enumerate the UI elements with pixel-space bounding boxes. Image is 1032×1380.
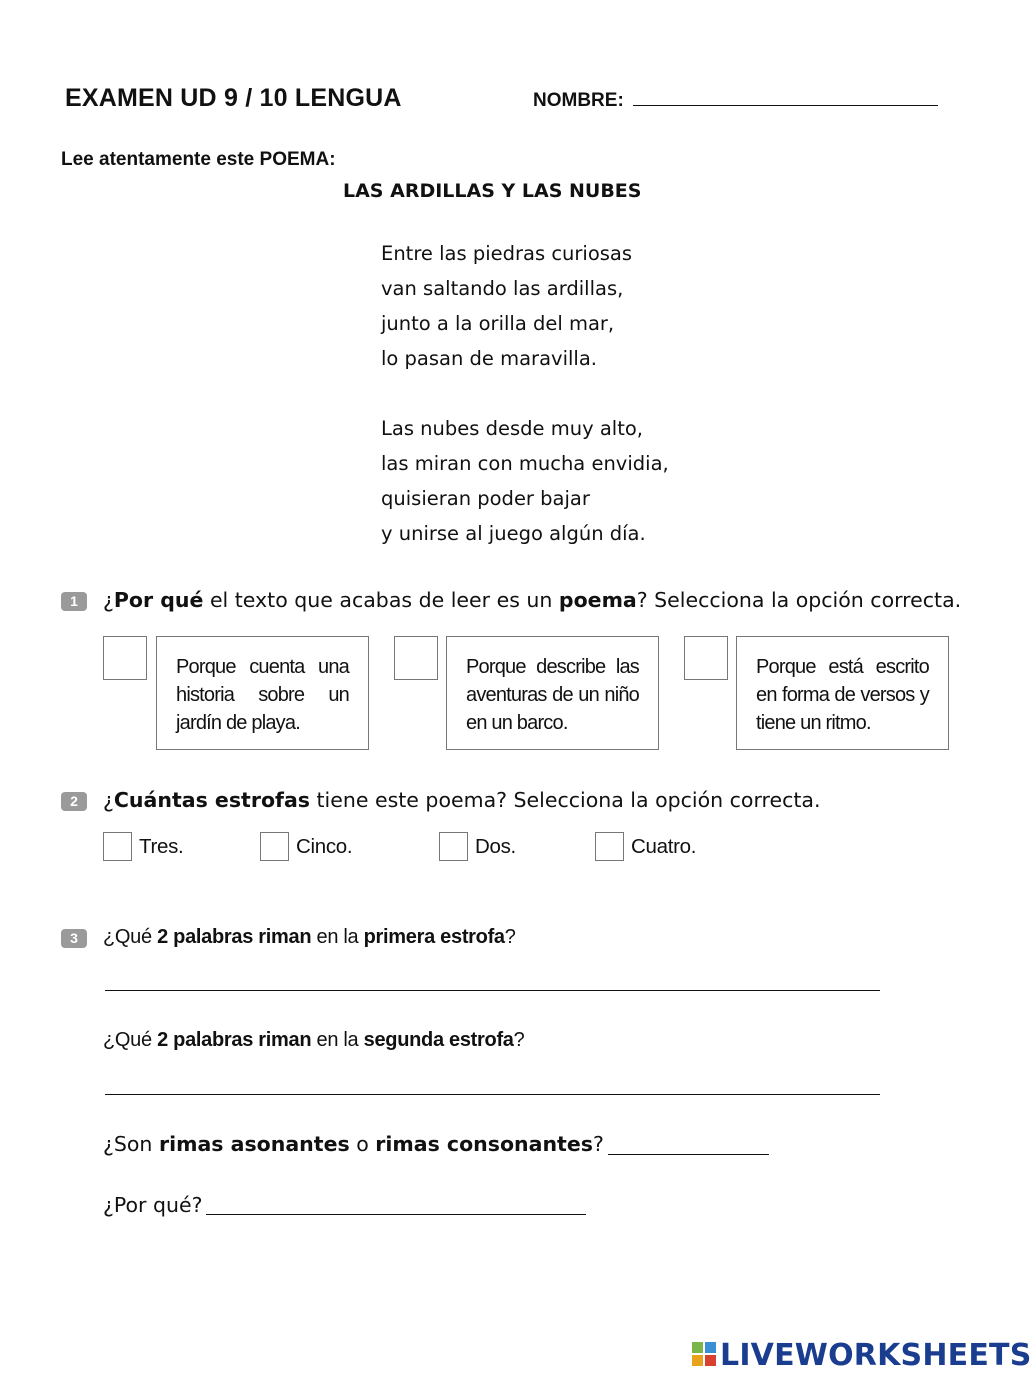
q2-text-part: ¿ [103,788,114,812]
q2-bold-part: Cuántas estrofas [113,788,310,812]
question-3a-text [103,926,516,949]
poem-title: LAS ARDILLAS Y LAS NUBES [343,180,642,202]
question-3d-text: ¿Por qué? [103,1193,203,1217]
instruction-text: Lee atentamente este POEMA: [61,149,336,170]
poem-verse: quisieran poder bajar [381,487,590,510]
question-1-text [103,588,961,612]
question-3c-text [103,1132,604,1156]
q3d-answer-line[interactable] [206,1214,586,1215]
poem-verse: lo pasan de maravilla. [381,347,597,370]
q1-option-1-text: Porque cuenta una historia sobre un jardín de playa. [156,636,369,750]
q1-bold-part: Por qué [113,588,204,612]
q3a-text-part: ¿Qué [103,926,158,948]
q1-option-2-checkbox[interactable] [394,636,438,680]
q3b-text-part: ¿Qué [103,1029,158,1051]
question-3b-text [103,1029,524,1052]
q3a-bold-part: primera estrofa [363,926,505,948]
q2-option-dos-label: Dos. [475,835,516,858]
q1-text-part: el texto que acabas de leer es un [203,588,559,612]
q3b-bold-part: segunda estrofa [363,1029,514,1051]
q2-option-tres-label: Tres. [139,835,184,858]
name-field-row [533,90,938,112]
q3c-text-part: ¿Son [103,1132,159,1156]
poem-verse: Entre las piedras curiosas [381,242,633,265]
poem-verse: junto a la orilla del mar, [381,312,615,335]
q2-option-cinco-label: Cinco. [296,835,353,858]
poem-verse: van saltando las ardillas, [381,277,624,300]
q1-option-3-text: Porque está escrito en forma de versos y tiene un ritmo. [736,636,949,750]
q3c-answer-line[interactable] [608,1154,769,1155]
poem-verse: y unirse al juego algún día. [381,522,646,545]
q3b-answer-line[interactable] [105,1094,880,1095]
q3c-bold-part: rimas consonantes [375,1132,593,1156]
question-2-text [103,788,821,812]
q3a-answer-line[interactable] [105,990,880,991]
exam-title: EXAMEN UD 9 / 10 LENGUA [65,84,402,112]
question-1-badge: 1 [61,592,87,611]
liveworksheets-logo-text: LIVEWORKSHEETS [720,1338,1032,1373]
q2-option-cuatro-checkbox[interactable] [595,832,624,861]
q3c-bold-part: rimas asonantes [158,1132,350,1156]
q1-option-2-text: Porque describe las aventuras de un niño en un barco. [446,636,659,750]
q2-text-part: tiene este poema? Selecciona la opción correcta. [309,788,821,812]
q3a-text-part: ? [504,926,516,948]
poem-verse: las miran con mucha envidia, [381,452,669,475]
q3c-text-part: o [349,1132,376,1156]
q1-bold-part: poema [558,588,637,612]
q2-option-dos-checkbox[interactable] [439,832,468,861]
q3b-text-part: ? [513,1029,525,1051]
q3b-text-part: en la [311,1029,364,1051]
poem-verse: Las nubes desde muy alto, [381,417,643,440]
poem-stanza-2 [381,411,669,551]
poem-stanza-1 [381,236,669,376]
q1-text-part: ? Selecciona la opción correcta. [636,588,962,612]
question-3-badge: 3 [61,929,87,948]
q3a-bold-part: 2 palabras riman [157,926,312,948]
q2-option-cinco-checkbox[interactable] [260,832,289,861]
q3a-text-part: en la [311,926,364,948]
q2-option-tres-checkbox[interactable] [103,832,132,861]
name-input-line[interactable] [633,105,938,106]
poem-body [381,236,669,586]
q1-option-1-checkbox[interactable] [103,636,147,680]
q1-option-3-checkbox[interactable] [684,636,728,680]
liveworksheets-logo-icon [692,1342,716,1366]
q2-option-cuatro-label: Cuatro. [631,835,697,858]
name-label: NOMBRE: [533,90,624,111]
q3c-text-part: ? [592,1132,604,1156]
q3b-bold-part: 2 palabras riman [157,1029,312,1051]
question-2-badge: 2 [61,792,87,811]
q1-text-part: ¿ [103,588,114,612]
